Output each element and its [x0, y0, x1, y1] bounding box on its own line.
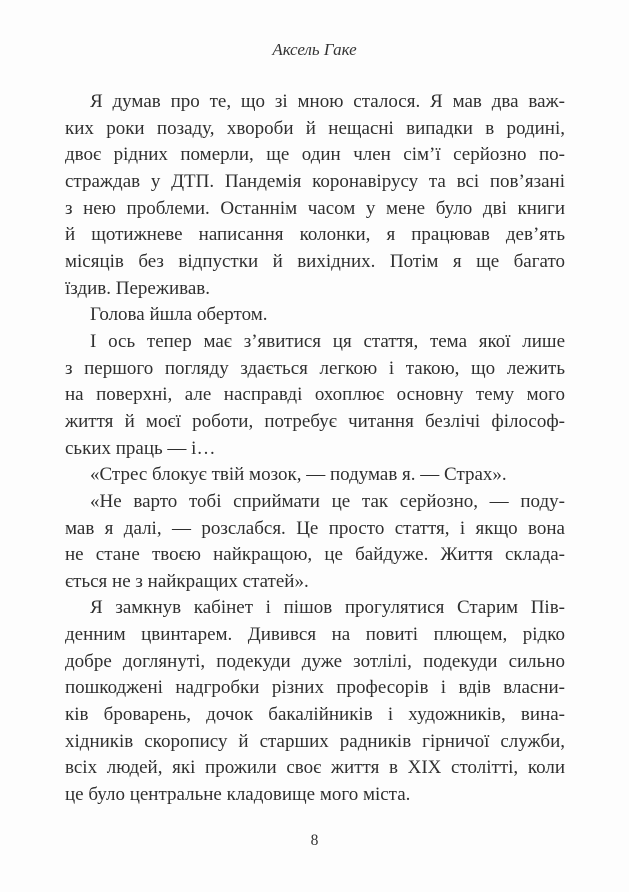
page-number: 8: [310, 832, 319, 849]
text-line: добре доглянуті, подекуди дуже зотлілі, подекуди сильно: [65, 650, 565, 672]
text-line: з першого погляду здається легкою і такою, що лежить: [65, 357, 565, 379]
text-line: «Стрес блокує твій мозок, — подумав я. — Страх».: [90, 464, 507, 486]
text-line: двоє рідних померли, ще один член сім’ї серйозно по-: [65, 144, 565, 166]
text-line: пошкоджені надгробки різних професорів і вдів власни-: [65, 677, 565, 699]
running-header: Аксель Гаке: [272, 40, 357, 59]
text-line: їздив. Переживав.: [65, 277, 211, 299]
text-line: ких роки позаду, хвороби й нещасні випадки в родині,: [65, 117, 565, 139]
page-body: [65, 89, 565, 809]
text-line: хідників скоропису й старших радників гірничої служби,: [65, 730, 565, 752]
text-line: на поверхні, але насправді охоплює основну тему мого: [65, 384, 565, 406]
text-line: денним цвинтарем. Дивився на повиті плющем, рідко: [65, 624, 565, 646]
text-line: з нею проблеми. Останнім часом у мене було дві книги: [65, 197, 565, 219]
text-line: Голова йшла обертом.: [90, 304, 268, 326]
text-line: страждав у ДТП. Пандемія коронавірусу та всі пов’язані: [65, 170, 565, 192]
text-line: І ось тепер має з’явитися ця стаття, тема якої лише: [90, 330, 565, 352]
text-line: мав я далі, — розслабся. Це просто стаття, і якщо вона: [65, 517, 565, 539]
text-line: й щотижневе написання колонки, я працював дев’ять: [65, 224, 565, 246]
text-line: Я думав про те, що зі мною сталося. Я мав два важ-: [90, 91, 565, 112]
text-line: «Не варто тобі сприймати це так серйозно, — поду-: [90, 490, 565, 512]
text-line: місяців без відпустки й вихідних. Потім я ще багато: [65, 250, 565, 272]
text-line: це було центральне кладовище мого міста.: [65, 784, 411, 806]
text-line: ських праць — і…: [65, 437, 216, 459]
text-line: ків броварень, дочок бакалійників і художників, вина-: [65, 704, 565, 726]
text-line: не стане твоєю найкращою, це байдуже. Життя склада-: [65, 544, 565, 566]
text-line: життя й моєї роботи, потребує читання безлічі філософ-: [65, 410, 565, 432]
text-line: Я замкнув кабінет і пішов прогулятися Старим Пів-: [90, 597, 565, 619]
text-line: ється не з найкращих статей».: [65, 570, 309, 592]
text-line: всіх людей, які прожили своє життя в XIX столітті, коли: [65, 757, 565, 779]
